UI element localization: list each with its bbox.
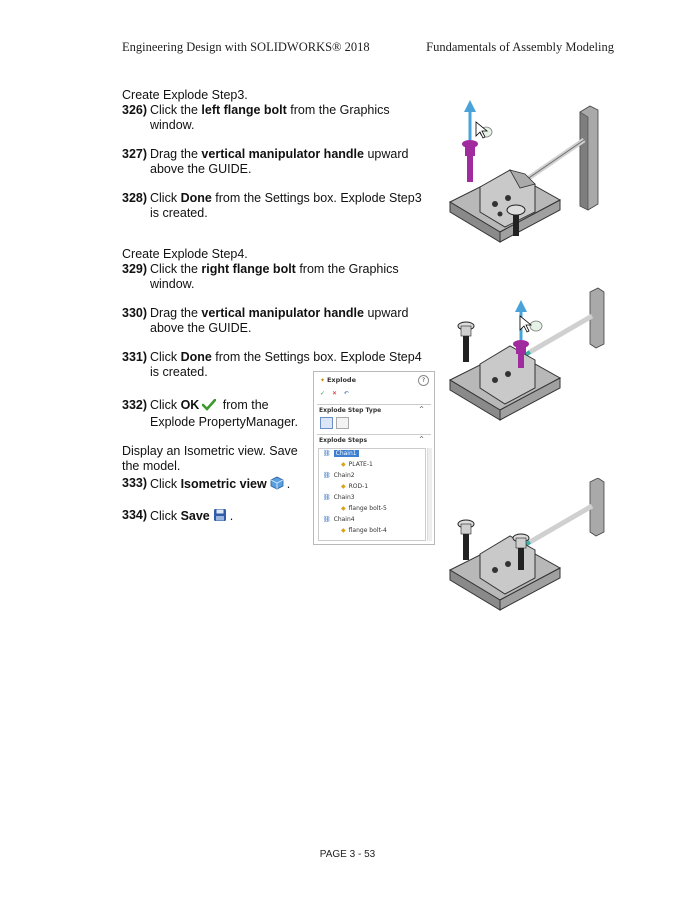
step-text: Click the [150,262,202,276]
help-icon[interactable]: ? [418,375,429,386]
part-icon: ◆ [341,527,346,534]
part-icon: ◆ [341,461,346,468]
tree-node-chain1[interactable] [323,450,359,457]
divider [317,404,431,405]
chain-icon: ⛓ [323,516,331,523]
step-bold-text: left flange bolt [201,103,287,117]
step-text: from the Graphics window. [150,103,390,132]
assembly-figure-step4 [440,284,610,444]
step-bold-text: Isometric view [180,477,267,491]
step-bold-text: right flange bolt [201,262,296,276]
step4-intro: Create Explode Step4. [122,247,248,261]
tree-label: flange bolt-4 [348,527,387,534]
tree-node-chain2[interactable] [323,472,355,479]
step-text: Click [150,398,181,412]
step-text: Drag the [150,306,202,320]
tree-node-flange-bolt-4[interactable] [341,527,387,534]
step-329 [122,262,422,292]
tree-node-plate[interactable] [341,461,373,468]
step-number: 333) [122,476,148,490]
step-330 [122,306,422,336]
step-text: from the Settings box. Explode Step3 is created. [150,191,422,220]
ok-button[interactable]: ✓ [320,390,326,397]
step-bold-text: OK [180,398,200,412]
step-number: 331) [122,350,148,364]
step-number: 327) [122,147,148,161]
chain-icon: ⛓ [323,450,331,457]
display-intro: Display an Isometric view. Save the model. [122,444,298,473]
explode-icon: ✦ [320,377,326,384]
pm-title: Explode [326,376,356,384]
tree-node-chain3[interactable] [323,494,355,501]
tree-label: Chain2 [333,472,355,479]
step-number: 329) [122,262,148,276]
part-icon: ◆ [341,483,346,490]
step-bold-text: Done [180,191,212,205]
step-text: Click [150,477,181,491]
tree-label: flange bolt-5 [348,505,387,512]
explode-property-manager [313,371,435,545]
tree-label: PLATE-1 [348,461,373,468]
pm-actions [320,390,434,397]
step-text: . [229,509,234,523]
collapse-icon[interactable]: ^ [418,436,424,443]
radial-step-button[interactable] [336,417,349,429]
step-text: Click [150,509,181,523]
tree-node-flange-bolt-5[interactable] [341,505,387,512]
step-text: Click the [150,103,202,117]
step3-intro: Create Explode Step3. [122,88,248,102]
running-header-right: Fundamentals of Assembly Modeling [426,40,614,54]
assembly-figure-final [440,478,610,618]
chain-icon: ⛓ [323,494,331,501]
step-text: from the Graphics window. [150,262,399,291]
tree-label: Chain4 [333,516,355,523]
tree-label: ROD-1 [348,483,369,490]
step-bold-text: Save [180,509,210,523]
ok-check-icon [202,399,216,415]
step-text: from the Settings box. Explode Step4 is created. [150,350,422,379]
step-bold-text: vertical manipulator handle [201,147,364,161]
step-332 [122,398,317,430]
step-number: 332) [122,398,148,412]
pm-header [320,376,434,384]
step-text: Drag the [150,147,202,161]
step-text: from the Explode PropertyManager. [150,398,299,429]
step-326 [122,103,422,133]
divider [317,434,431,435]
step-number: 328) [122,191,148,205]
tree-node-rod[interactable] [341,483,368,490]
save-icon [213,508,227,526]
step-number: 330) [122,306,148,320]
tree-label: Chain3 [333,494,355,501]
step-328 [122,191,422,221]
explode-steps-tree [318,448,426,541]
regular-step-button[interactable] [320,417,333,429]
step-text: . [286,477,291,491]
step-text: Click [150,191,181,205]
assembly-figure-step3 [440,92,610,262]
step-bold-text: Done [180,350,212,364]
chain-icon: ⛓ [323,472,331,479]
step-number: 326) [122,103,148,117]
step-bold-text: vertical manipulator handle [201,306,364,320]
tree-label: Chain1 [335,450,357,457]
collapse-icon[interactable]: ^ [418,406,424,413]
section-explode-steps[interactable]: Explode Steps [319,437,368,444]
step-text: upward above the GUIDE. [150,147,409,176]
step-number: 334) [122,508,148,522]
isometric-view-icon [270,476,284,494]
page-number: PAGE 3 - 53 [319,849,376,860]
step-text: Click [150,350,181,364]
tree-node-chain4[interactable] [323,516,355,523]
step-text: upward above the GUIDE. [150,306,409,335]
undo-icon[interactable]: ↶ [343,390,349,397]
running-header-left: Engineering Design with SOLIDWORKS® 2018 [122,40,370,54]
section-explode-step-type[interactable]: Explode Step Type [319,407,382,414]
cancel-button[interactable]: ✕ [331,390,337,397]
scrollbar[interactable] [427,448,432,541]
step-327 [122,147,422,177]
part-icon: ◆ [341,505,346,512]
